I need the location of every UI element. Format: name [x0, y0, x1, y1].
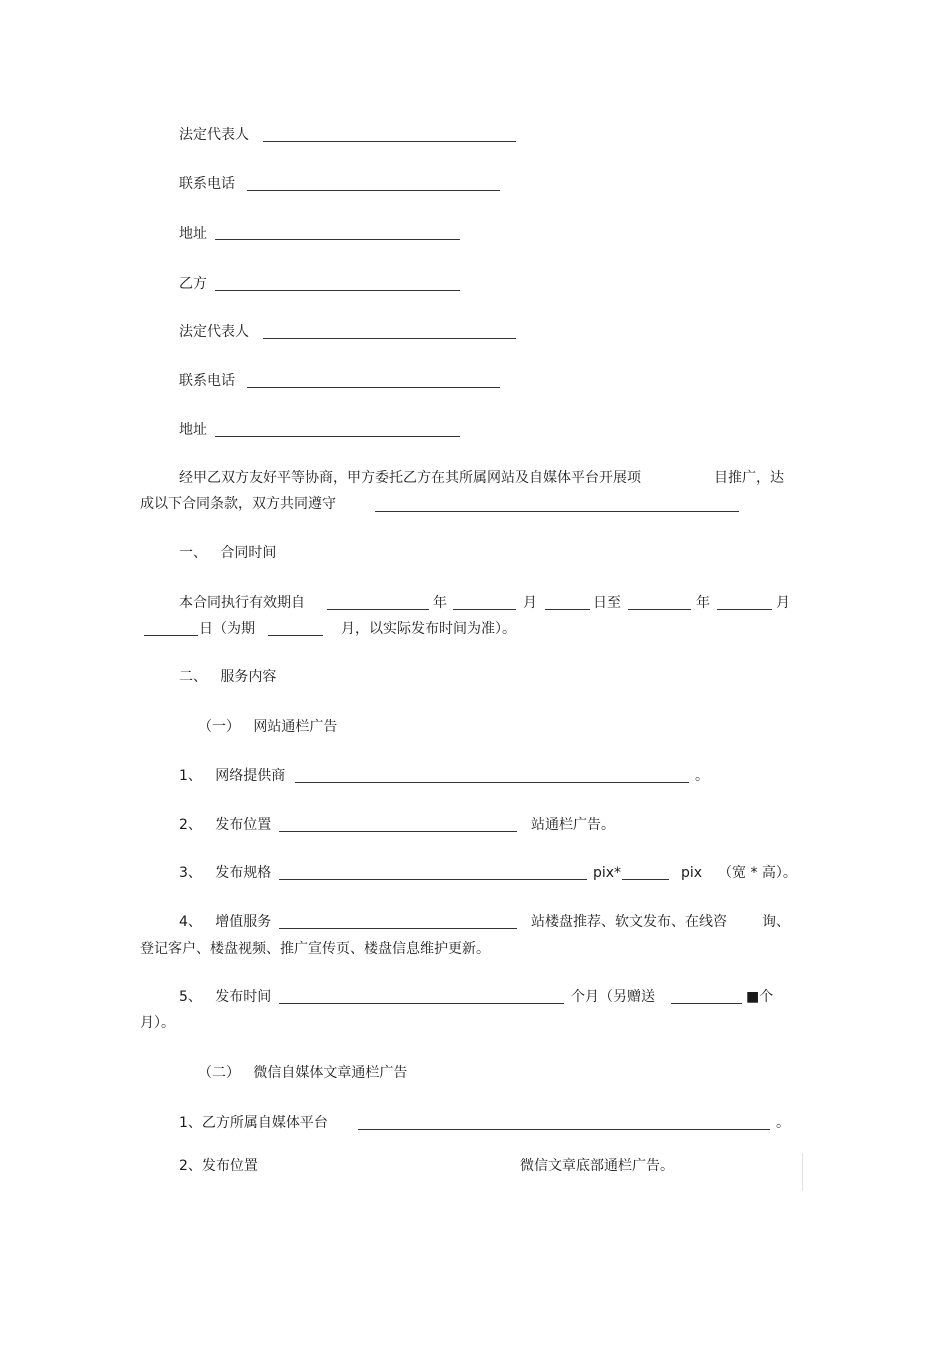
term-start-label: 本合同执行有效期自 [179, 595, 305, 611]
sub1-item5-suffix-a: 个月（另赠送 [571, 989, 655, 1005]
margin-rule [802, 1153, 803, 1191]
sub2-heading: （二） 微信自媒体文章通栏广告 [198, 1065, 408, 1081]
sub1-item1-label: 1、 网络提供商 [179, 768, 286, 784]
pix-label-2: pix [681, 865, 703, 881]
network-provider-blank [295, 782, 689, 783]
term-period-suffix: 月，以实际发布时间为准）。 [341, 621, 516, 637]
sub1-item2-label: 2、 发布位置 [179, 817, 272, 833]
party-a-phone-label: 联系电话 [179, 176, 235, 192]
value-added-blank [279, 928, 517, 929]
pix-label-1: pix* [593, 865, 622, 881]
sub2-item2-suffix: 微信文章底部通栏广告。 [520, 1158, 674, 1174]
party-b-label: 乙方 [179, 276, 207, 292]
year-label: 年 [433, 595, 447, 611]
sub2-item2-label: 2、发布位置 [179, 1158, 258, 1174]
sub1-item4-suffix-b: 询、 [762, 914, 790, 930]
party-b-legal-rep-label: 法定代表人 [179, 324, 249, 340]
end-month-blank [717, 609, 772, 610]
sub1-item3-suffix: （宽 * 高）。 [718, 865, 797, 881]
party-b-phone-blank [247, 387, 500, 388]
sub1-item3-label: 3、 发布规格 [179, 865, 272, 881]
intro-line1-b: 目推广，达 [714, 470, 784, 486]
party-a-phone-blank [247, 190, 500, 191]
sub1-item5-line2: 月）。 [140, 1015, 175, 1031]
party-b-name-blank [215, 290, 460, 291]
month-label: 月 [523, 595, 537, 611]
sub1-item5-label: 5、 发布时间 [179, 989, 272, 1005]
start-month-blank [453, 609, 516, 610]
spec-width-blank [279, 879, 587, 880]
spec-height-blank [622, 879, 669, 880]
sub1-item2-suffix: 站通栏广告。 [531, 817, 615, 833]
sub1-item5-suffix-b: ■个 [746, 989, 774, 1005]
section1-heading: 一、 合同时间 [179, 545, 277, 561]
party-b-address-blank [215, 436, 460, 437]
term-period-label: 日（为期 [199, 621, 255, 637]
party-b-phone-label: 联系电话 [179, 373, 235, 389]
start-day-blank [545, 609, 590, 610]
year2-label: 年 [696, 595, 710, 611]
party-a-address-label: 地址 [179, 226, 207, 242]
media-platform-blank [358, 1129, 770, 1130]
sub1-heading: （一） 网站通栏广告 [198, 719, 338, 735]
party-b-legal-rep-blank [263, 338, 516, 339]
start-year-blank [327, 609, 429, 610]
bonus-months-blank [671, 1003, 742, 1004]
month2-label: 月 [776, 595, 790, 611]
sub1-item4-suffix-a: 站楼盘推荐、软文发布、在线咨 [531, 914, 727, 930]
term-months-blank [268, 635, 323, 636]
end-day-blank [144, 635, 198, 636]
intro-line2: 成以下合同条款，双方共同遵守 [140, 496, 336, 512]
party-b-address-label: 地址 [179, 422, 207, 438]
publish-duration-blank [279, 1003, 564, 1004]
end-year-blank [628, 609, 691, 610]
sub1-item4-label: 4、 增值服务 [179, 914, 272, 930]
sub1-item4-line2: 登记客户、楼盘视频、推广宣传页、楼盘信息维护更新。 [140, 941, 490, 957]
sub1-item1-suffix: 。 [695, 768, 709, 784]
sub2-item1-suffix: 。 [776, 1115, 790, 1131]
party-a-legal-rep-blank [263, 141, 516, 142]
party-a-address-blank [215, 239, 460, 240]
section2-heading: 二、 服务内容 [179, 669, 277, 685]
sub2-item1-label: 1、乙方所属自媒体平台 [179, 1115, 328, 1131]
day-to-label: 日至 [593, 595, 621, 611]
intro-blank [375, 511, 739, 512]
party-a-legal-rep-label: 法定代表人 [179, 127, 249, 143]
intro-line1-a: 经甲乙双方友好平等协商，甲方委托乙方在其所属网站及自媒体平台开展项 [179, 470, 641, 486]
publish-position-blank [279, 831, 517, 832]
